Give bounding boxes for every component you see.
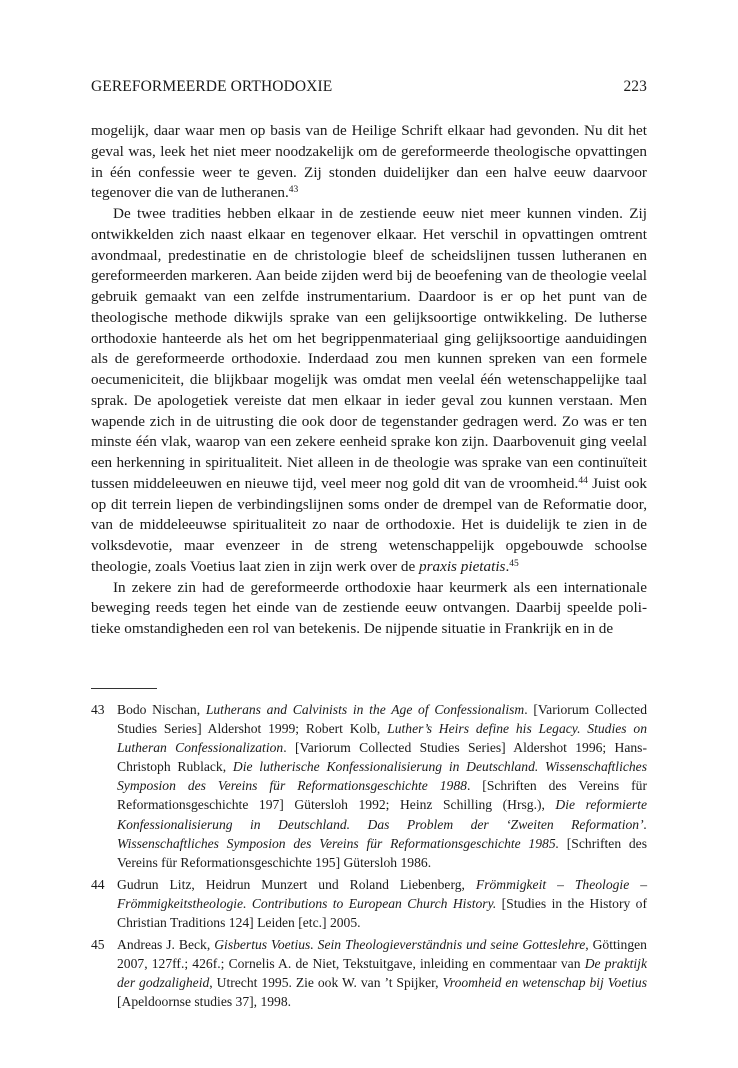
footnote-text <box>117 702 647 870</box>
paragraph-2-text-c: . <box>505 557 510 575</box>
footnote-number: 45 <box>91 937 105 953</box>
running-header <box>91 78 647 96</box>
footnote-title: Die reformierte Konfessionalisierung in Deutschland. Das Problem der ‘Zweiten Reformation’. Wissenschaftliches Symposion des Vereins für Reformationsgeschichte 1985. <box>117 797 647 851</box>
footnote-text <box>117 937 647 1009</box>
footnote-45 <box>91 935 647 1011</box>
page-number: 223 <box>623 78 647 95</box>
footnote-title: Die lutherische Konfessionalisierung in Deutschland. Wissenschaftliches Symposion des Vereins für Reformationsgeschichte 1988 <box>117 759 647 794</box>
footnote-segment: Andreas J. Beck, <box>117 937 215 953</box>
footnote-title: Frömmigkeit – Theologie – Frömmigkeitstheologie. Contributions to European Church History. <box>117 876 647 911</box>
footnote-segment: [Apeldoornse studies 37], 1998. <box>117 994 292 1010</box>
footnote-43 <box>91 700 647 872</box>
footnote-segment: . [Variorum Collected Studies Series] Aldershot 1996; Hans-Christoph Rublack, <box>117 740 647 775</box>
footnote-segment: [Studies in the History of Christian Traditions 124] Leiden [etc.] 2005. <box>117 895 647 931</box>
footnote-ref-43[interactable]: 43 <box>288 185 299 196</box>
paragraph-1 <box>91 121 647 204</box>
footnote-segment: . [Variorum Collected Studies Series] Aldershot 1999; Robert Kolb, <box>117 702 647 737</box>
running-title: GEREFORMEERDE ORTHODOXIE <box>91 78 333 95</box>
footnote-segment: [Schriften des Vereins für Reformationsgeschichte 195] Gütersloh 1986. <box>117 835 647 870</box>
paragraph-2-text-b: Juist ook op dit terrein liepen de verbindingslijnen soms onder de drempel van de Reformatie door, van de middeleeuwse spiritualiteit zo naar de orthodoxie. Het is duidelijk te zien in de volksdevotie, maar evenzeer in de streng wetenschappelijk opgebouwde schoolse theologie, zoals Voetius laat zien in zijn werk over de <box>91 474 648 575</box>
paragraph-1-text: mogelijk, daar waar men op basis van de Heilige Schrift elkaar had gevonden. Nu dit het geval was, leek het niet meer noodzakelijk om de gereformeerde theologische opvattingen in één confessie weer te geven. Zij stonden duidelijker dan een halve eeuw daarvoor tegenover die van de lutheranen. <box>91 122 647 202</box>
footnote-ref-44[interactable]: 44 <box>578 475 588 486</box>
footnote-title: Lutherans and Calvinists in the Age of Confessionalism <box>205 702 525 717</box>
footnote-title: Gisbertus Voetius. Sein Theologieverständnis und seine Gotteslehre <box>214 937 586 953</box>
paragraph-3-text: In zekere zin had de gereformeerde orthodoxie haar keurmerk als een internationale beweging reeds tegen het einde van de zestiende eeuw ontvangen. Daarbij speelde politieke omstandigheden een rol van betekenis. De nijpende situatie in Frankrijk en in de <box>91 578 647 637</box>
footnote-segment: . [Schriften des Vereins für Reformationsgeschichte 197] Gütersloh 1992; Heinz Schilling (Hrsg.), <box>117 778 647 813</box>
paragraph-2-text-a: De twee tradities hebben elkaar in de zestiende eeuw niet meer kunnen vinden. Zij ontwikkelden zich naast elkaar en tegenover elkaar. Het verschil in opvattingen omtrent avondmaal, predestinatie en de christologie bleef de scheidslijnen tussen lutheranen en gereformeerden markeren. Aan beide zijden werd bij de beoefening van de theologie veelal gebruik gemaakt van een zelfde instrumentarium. Daardoor is er op het punt van de theologische methode dikwijls sprake van een gelijksoortige ontwikkeling. De lutherse orthodoxie hanteerde als het om het begrippenmateriaal ging gelijksoortige aanduidingen als de gereformeerde orthodoxie. Inderdaad zou men kunnen spreken van een formele oecumeniciteit, die blijkbaar mogelijk was omdat men veelal één wetenschappelijke taal sprak. De apologetiek vereiste dat men elkaar in ieder geval zou kunnen verstaan. Men wapende zich in de uitrusting die ook door de tegenstander gedragen werd. Zo was er ten minste één vlak, waarop van een zekere eenheid sprake kon zijn. Daarbovenuit ging veelal een herkenning in spiritualiteit. Niet alleen in de theologie was sprake van een continuïteit tussen middeleeuwen en nieuwe tijd, veel meer nog gold dit van de vroomheid. <box>91 205 647 492</box>
paragraph-3 <box>91 578 647 640</box>
footnote-segment: , Utrecht 1995. Zie ook W. van ’t Spijker, <box>209 975 443 991</box>
footnote-text <box>117 877 647 930</box>
footnote-divider <box>91 688 157 689</box>
footnote-44 <box>91 875 647 932</box>
footnote-number: 43 <box>91 702 105 717</box>
footnote-ref-45[interactable]: 45 <box>509 558 519 569</box>
footnote-number: 44 <box>91 876 105 892</box>
footnote-title: Luther’s Heirs define his Legacy. Studies on Lutheran Confessionalization <box>117 721 647 756</box>
footnote-segment: , Göttingen 2007, 127ff.; 426f.; Cornelis A. de Niet, Tekstuitgave, inleiding en commentaar van <box>117 937 647 972</box>
body-text <box>91 121 647 640</box>
footnote-segment: Gudrun Litz, Heidrun Munzert und Roland Liebenberg, <box>117 876 476 892</box>
footnote-segment: Bodo Nischan, <box>117 702 206 717</box>
footnote-title: De praktijk der godzaligheid <box>117 956 647 991</box>
footnote-title: Vroomheid en wetenschap bij Voetius <box>442 975 647 991</box>
paragraph-2 <box>91 204 647 578</box>
praxis-pietatis-term: praxis pietatis <box>418 557 506 575</box>
footnotes <box>91 700 647 1015</box>
